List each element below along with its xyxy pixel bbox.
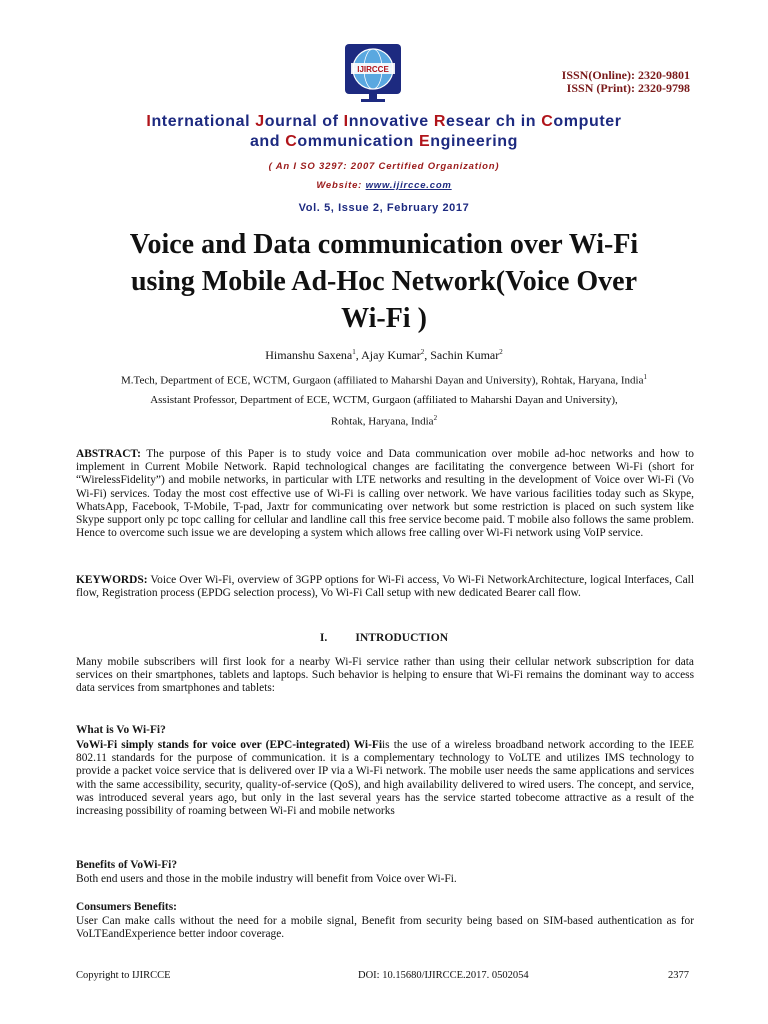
introduction-paragraph: Many mobile subscribers will first look for a nearby Wi-Fi service rather than using their cellular network subscription for data services on their smartphones, tablets and laptops. Such behavior is helping to ensure that Wi-Fi remains the dominant way to access data services from smartphones and tablets: — [76, 656, 694, 695]
title-line: Voice and Data communication over Wi-Fi — [129, 229, 639, 260]
website-label: Website: — [316, 180, 366, 191]
volume-issue: Vol. 5, Issue 2, February 2017 — [298, 202, 470, 214]
affiliation-2-line2: Rohtak, Haryana, India$^2$ — [330, 414, 438, 428]
issn-print: ISSN (Print): 2320-9798 — [566, 81, 690, 95]
abstract — [76, 448, 694, 540]
title-line: Wi-Fi ) — [341, 303, 427, 334]
affiliation-1: M.Tech, Department of ECE, WCTM, Gurgaon (affiliated to Maharshi Dayan and University), Rohtak, Haryana, India$^1$ — [120, 373, 647, 387]
keywords-label: KEYWORDS: — [76, 574, 148, 586]
footer-page-number: 2377 — [668, 970, 689, 981]
author-name: Sachin Kumar — [430, 348, 500, 362]
abstract-text: The purpose of this Paper is to study voice and Data communication over mobile ad-hoc networks and how to implement in Current Mobile Network. Rapid technological changes are facilitating the convergence between Wi-Fi (short for “WirelessFidelity”) and mobile networks, in particular with LTE networks and resulting in the development of Voice over Wi-Fi (Vo Wi-Fi) services. Today the most cost effective use of Wi-Fi is calling over network. We have various facilities today such as Skype, WhatsApp, Facebook, T-Mobile, T-pad, Jaxtr for communicating over network but some restriction is placed on such system like Skype support only pc topc calling for cellular and landline call this free service become paid. T mobile also follows the same problem. Hence to overcome such issue we are developing a system which allows free calling over Wi-Fi network using VoIP service. — [76, 448, 694, 540]
consumers-heading: Consumers Benefits: — [76, 901, 177, 913]
keywords — [76, 574, 694, 600]
issn-online: ISSN(Online): 2320-9801 — [561, 68, 690, 82]
website-link[interactable]: www.ijircce.com — [365, 180, 452, 191]
section-heading-introduction: I. INTRODUCTION — [319, 631, 449, 644]
title-line: using Mobile Ad-Hoc Network(Voice Over — [130, 266, 638, 297]
abstract-label: ABSTRACT: — [76, 448, 141, 460]
benefits-text: Both end users and those in the mobile industry will benefit from Voice over Wi-Fi. — [76, 873, 457, 885]
journal-title-line1: International Journal of Innovative Resear ch in Computer — [146, 113, 622, 130]
author-name: Himanshu Saxena — [265, 348, 353, 362]
authors: Himanshu Saxena$^1$, Ajay Kumar$^2$, Sachin Kumar$^2$ — [265, 348, 503, 362]
what-is-vowifi-paragraph: VoWi-Fi simply stands for voice over (EPC-integrated) Wi-Fiis the use of a wireless broadband network according to the IEEE 802.11 standards for the purpose of communication. it is a complementary technology to VoLTE and utilizes IMS technology to provide a packet voice service that is delivered over IP via a Wi-Fi network. The mobile user needs the same applications and services with the same accessibility, security, quality-of-service (QoS), and high availability delivered to wired users. The concept, and service, was introduced several years ago, but only in the last several years has the service started tobecome attractive as a result of the increasing possibility of roaming between Wi-Fi and mobile networks — [76, 739, 694, 818]
keywords-text: Voice Over Wi-Fi, overview of 3GPP options for Wi-Fi access, Vo Wi-Fi NetworkArchitecture, logical Interfaces, Call flow, Registration process (EPDG selection process), Vo Wi-Fi Call setup with new dedicated Bearer call flow. — [76, 574, 694, 600]
website-line — [0, 180, 768, 191]
author-name: Ajay Kumar — [361, 348, 421, 362]
paper-title — [60, 226, 708, 337]
footer-doi: DOI: 10.15680/IJIRCCE.2017. 0502054 — [358, 970, 529, 981]
footer-copyright: Copyright to IJIRCCE — [76, 970, 171, 981]
consumers-text: User Can make calls without the need for a mobile signal, Benefit from security being based on SIM-based authentication as for VoLTEandExperience better indoor coverage. — [76, 915, 694, 941]
certification: ( An I SO 3297: 2007 Certified Organization) — [268, 161, 500, 172]
what-is-vowifi-heading: What is Vo Wi-Fi? — [76, 724, 166, 736]
benefits-heading: Benefits of VoWi-Fi? — [76, 859, 178, 871]
logo-text: IJIRCCE — [357, 65, 389, 74]
journal-title-line2: and Communication Engineering — [249, 133, 519, 150]
affiliation-2-line1: Assistant Professor, Department of ECE, WCTM, Gurgaon (affiliated to Maharshi Dayan and University), — [150, 394, 618, 406]
